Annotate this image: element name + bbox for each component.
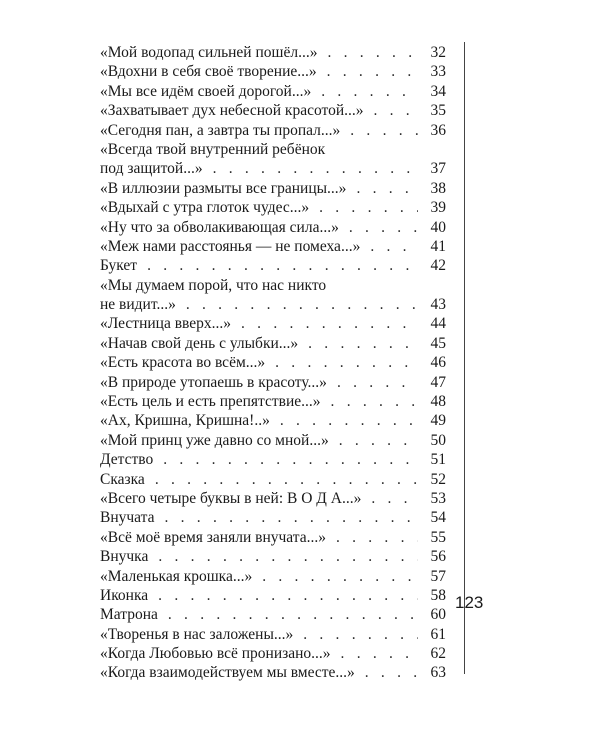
toc-entry-page: 50 [430,431,446,449]
toc-entry-title: «Ах, Кришна, Кришна!..» [100,412,270,430]
toc-entry-page: 33 [430,63,446,81]
toc-entry-title: «Есть цель и есть препятствие...» [100,393,321,411]
toc-leader-dots [303,625,418,644]
toc-leader-dots [374,101,419,120]
toc-entry-title: «В природе утопаешь в красоту...» [100,373,327,391]
toc-leader-dots [262,567,418,586]
toc-entry [100,62,446,81]
toc-leader-dots [356,179,418,198]
toc-leader-dots [370,237,418,256]
toc-entry-title: «Всего четыре буквы в ней: В О Д А...» [100,489,362,507]
toc-entry-title: «Лестница вверх...» [100,315,232,333]
toc-entry [100,547,446,566]
toc-entry-page: 56 [430,548,446,566]
toc-entry-first-line [100,140,446,159]
toc-entry-title: «Вдохни в себя своё творение...» [100,63,317,81]
toc-entry [100,218,446,237]
toc-entry [100,470,446,489]
toc-entry-title: Внучка [100,548,149,566]
toc-entry-title: «Мы все идём своей дорогой...» [100,82,312,100]
toc-leader-dots [275,353,418,372]
toc-leader-dots [186,295,418,314]
toc-leader-dots [327,62,418,81]
toc-entry [100,314,446,333]
toc-entry-first-line [100,276,446,295]
toc-entry-page: 52 [430,470,446,488]
toc-entry-title: Детство [100,451,154,469]
toc-entry [100,528,446,547]
toc-entry-title: «Творенья в нас заложены...» [100,625,294,643]
toc-entry-title: «Когда Любовью всё пронизано...» [100,645,331,663]
toc-entry-title: под защитой...» [100,160,203,178]
toc-entry-title: «Сегодня пан, а завтра ты пропал...» [100,121,341,139]
toc-leader-dots [158,586,418,605]
toc-entry-page: 47 [430,373,446,391]
toc-leader-dots [155,470,418,489]
toc-entry [100,373,446,392]
toc-entry [100,121,446,140]
toc-entry-page: 49 [430,412,446,430]
toc-entry-title: «Есть красота во всём...» [100,354,266,372]
toc-entry-title: «Начав свой день с улыбки...» [100,334,299,352]
toc-entry-page: 60 [430,606,446,624]
toc-leader-dots [241,314,418,333]
toc-entry [100,392,446,411]
toc-leader-dots [158,547,418,566]
toc-entry-title: «Вдыхай с утра глоток чудес...» [100,199,310,217]
toc-entry-title: Матрона [100,606,158,624]
toc-entry-page: 62 [430,645,446,663]
toc-entry-title: Сказка [100,470,145,488]
toc-entry-title: «Маленькая крошка...» [100,567,253,585]
toc-entry-page: 61 [430,625,446,643]
toc-entry [100,644,446,663]
toc-entry-page: 36 [430,121,446,139]
toc-entry [100,237,446,256]
toc-entry-page: 37 [430,160,446,178]
toc-entry-page: 54 [430,509,446,527]
toc-entry-title: «Захватывает дух небесной красотой...» [100,102,364,120]
table-of-contents [100,43,446,683]
toc-entry-title: «Ну что за обволакивающая сила...» [100,218,339,236]
toc-entry [100,159,446,178]
toc-entry-title-line1: «Всегда твой внутренний ребёнок [100,140,326,158]
toc-entry [100,256,446,275]
toc-entry [100,198,446,217]
toc-leader-dots [350,121,418,140]
toc-entry [100,334,446,353]
page-margin-rule [464,42,465,674]
toc-leader-dots [280,411,418,430]
toc-leader-dots [163,450,418,469]
toc-entry-page: 53 [430,489,446,507]
toc-leader-dots [213,159,418,178]
toc-entry-page: 34 [430,82,446,100]
toc-entry-page: 51 [430,451,446,469]
toc-entry [100,489,446,508]
toc-leader-dots [327,43,418,62]
toc-entry-page: 38 [430,179,446,197]
toc-leader-dots [308,334,418,353]
toc-entry-title: «Когда взаимодействуем мы вместе...» [100,664,355,682]
toc-entry [100,605,446,624]
toc-entry-page: 43 [430,296,446,314]
toc-entry-title: «Мой принц уже давно со мной...» [100,431,329,449]
toc-entry-page: 42 [430,257,446,275]
toc-leader-dots [339,431,418,450]
toc-entry-title: Внучата [100,509,155,527]
toc-entry [100,179,446,198]
toc-entry-page: 63 [430,664,446,682]
toc-leader-dots [336,528,418,547]
toc-entry [100,450,446,469]
toc-leader-dots [371,489,418,508]
toc-leader-dots [168,605,418,624]
toc-entry-title: «Меж нами расстоянья — не помеха...» [100,237,361,255]
toc-entry-title-line1: «Мы думаем порой, что нас никто [100,276,327,294]
toc-entry-page: 46 [430,354,446,372]
toc-entry-page: 39 [430,199,446,217]
toc-entry-page: 45 [430,334,446,352]
toc-leader-dots [165,508,419,527]
page-number: 123 [455,593,484,612]
toc-leader-dots [341,644,418,663]
toc-leader-dots [365,663,418,682]
toc-entry [100,431,446,450]
toc-entry-title: «В иллюзии размыты все границы...» [100,179,347,197]
toc-entry-page: 32 [430,43,446,61]
toc-entry-page: 44 [430,315,446,333]
toc-entry [100,295,446,314]
toc-entry [100,567,446,586]
toc-entry [100,586,446,605]
toc-entry [100,43,446,62]
toc-entry [100,353,446,372]
toc-entry-title: Иконка [100,586,149,604]
toc-entry-title: «Мой водопад сильней пошёл...» [100,43,318,61]
toc-entry-page: 58 [430,586,446,604]
toc-entry-title: «Всё моё время заняли внучата...» [100,528,326,546]
toc-entry-page: 55 [430,528,446,546]
toc-entry [100,82,446,101]
toc-leader-dots [147,256,418,275]
toc-entry-title: не видит...» [100,296,176,314]
toc-entry [100,664,446,683]
toc-leader-dots [337,373,418,392]
toc-entry-page: 35 [430,102,446,120]
toc-entry [100,101,446,120]
toc-leader-dots [349,218,418,237]
toc-entry-page: 57 [430,567,446,585]
toc-entry-page: 41 [430,237,446,255]
toc-entry [100,508,446,527]
toc-leader-dots [331,392,418,411]
toc-entry [100,411,446,430]
toc-entry-title: Букет [100,257,138,275]
toc-leader-dots [321,82,418,101]
toc-entry-page: 48 [430,393,446,411]
toc-leader-dots [319,198,418,217]
toc-entry [100,625,446,644]
toc-entry-page: 40 [430,218,446,236]
